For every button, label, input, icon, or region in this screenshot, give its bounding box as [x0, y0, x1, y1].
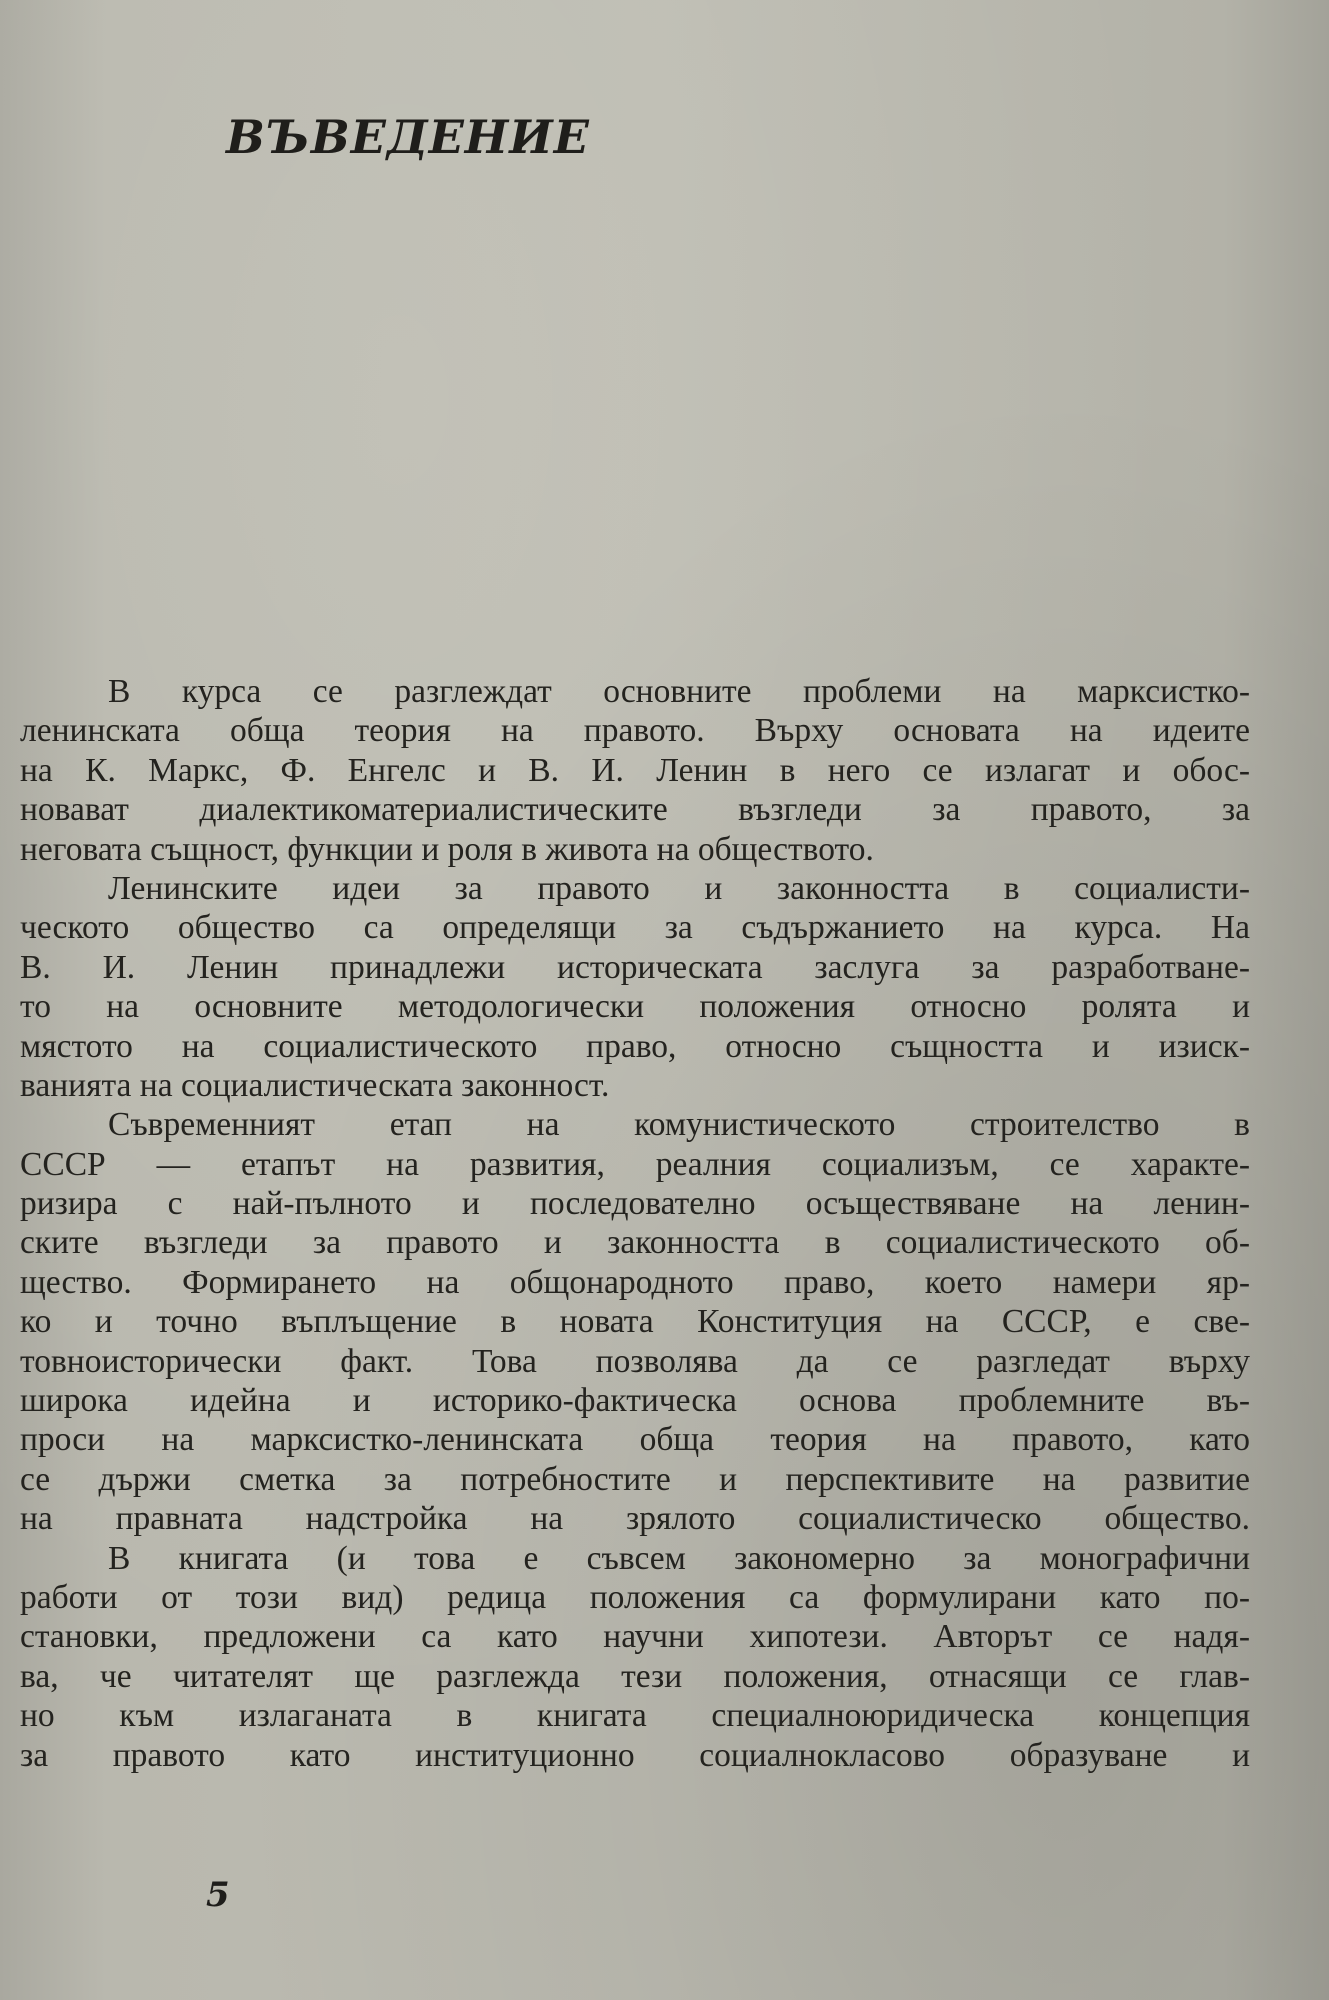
text-line: ва, че читателят ще разглежда тези положения, отнасящи се глав-: [20, 1657, 1250, 1695]
text-line: Съвременният етап на комунистическото строителство в: [108, 1106, 1250, 1144]
text-line: ризира с най-пълното и последователно осъществяване на ленин-: [20, 1185, 1250, 1223]
text-line: Ленинските идеи за правото и законността в социалисти-: [108, 869, 1250, 907]
text-line: то на основните методологически положения относно ролята и: [20, 988, 1250, 1026]
text-line: на правната надстройка на зрялото социалистическо общество.: [20, 1500, 1250, 1538]
text-line: за правото като институционно социалнокласово образуване и: [20, 1736, 1250, 1774]
text-line: ленинската обща теория на правото. Върху основата на идеите: [20, 712, 1250, 750]
text-line: В. И. Ленин принадлежи историческата заслуга за разработване-: [20, 948, 1250, 986]
text-line: но към излаганата в книгата специалноюридическа концепция: [20, 1697, 1250, 1735]
text-line: проси на марксистко-ленинската обща теория на правото, като: [20, 1421, 1250, 1459]
text-line: щество. Формирането на общонародното право, което намери яр-: [20, 1263, 1250, 1301]
text-line: новават диалектикоматериалистическите възгледи за правото, за: [20, 791, 1250, 829]
text-line: неговата същност, функции и роля в живота на обществото.: [20, 830, 874, 868]
text-line: В книгата (и това е съвсем закономерно за монографични: [108, 1539, 1250, 1577]
text-line: ските възгледи за правото и законността в социалистическото об-: [20, 1224, 1250, 1262]
text-line: СССР — етапът на развития, реалния социализъм, се характе-: [20, 1145, 1250, 1183]
text-line: се държи сметка за потребностите и перспективите на развитие: [20, 1460, 1250, 1498]
text-line: ческото общество са определящи за съдържанието на курса. На: [20, 909, 1250, 947]
text-line: широка идейна и историко-фактическа основа проблемните въ-: [20, 1382, 1250, 1420]
page-number: 5: [206, 1875, 230, 1915]
text-line: мястото на социалистическото право, относно същността и изиск-: [20, 1027, 1250, 1065]
chapter-title: ВЪВЕДЕНИЕ: [226, 110, 590, 164]
text-line: В курса се разглеждат основните проблеми на марксистко-: [108, 673, 1250, 710]
body-text: [20, 672, 1250, 1775]
text-line: ко и точно въплъщение в новата Конституция на СССР, е све-: [20, 1303, 1250, 1341]
text-line: на К. Маркс, Ф. Енгелс и В. И. Ленин в него се излагат и обос-: [20, 751, 1250, 789]
text-line: работи от този вид) редица положения са формулирани като по-: [20, 1578, 1250, 1616]
text-line: ванията на социалистическата законност.: [20, 1066, 610, 1104]
text-line: товноисторически факт. Това позволява да се разгледат върху: [20, 1342, 1250, 1380]
text-line: становки, предложени са като научни хипотези. Авторът се надя-: [20, 1618, 1250, 1656]
